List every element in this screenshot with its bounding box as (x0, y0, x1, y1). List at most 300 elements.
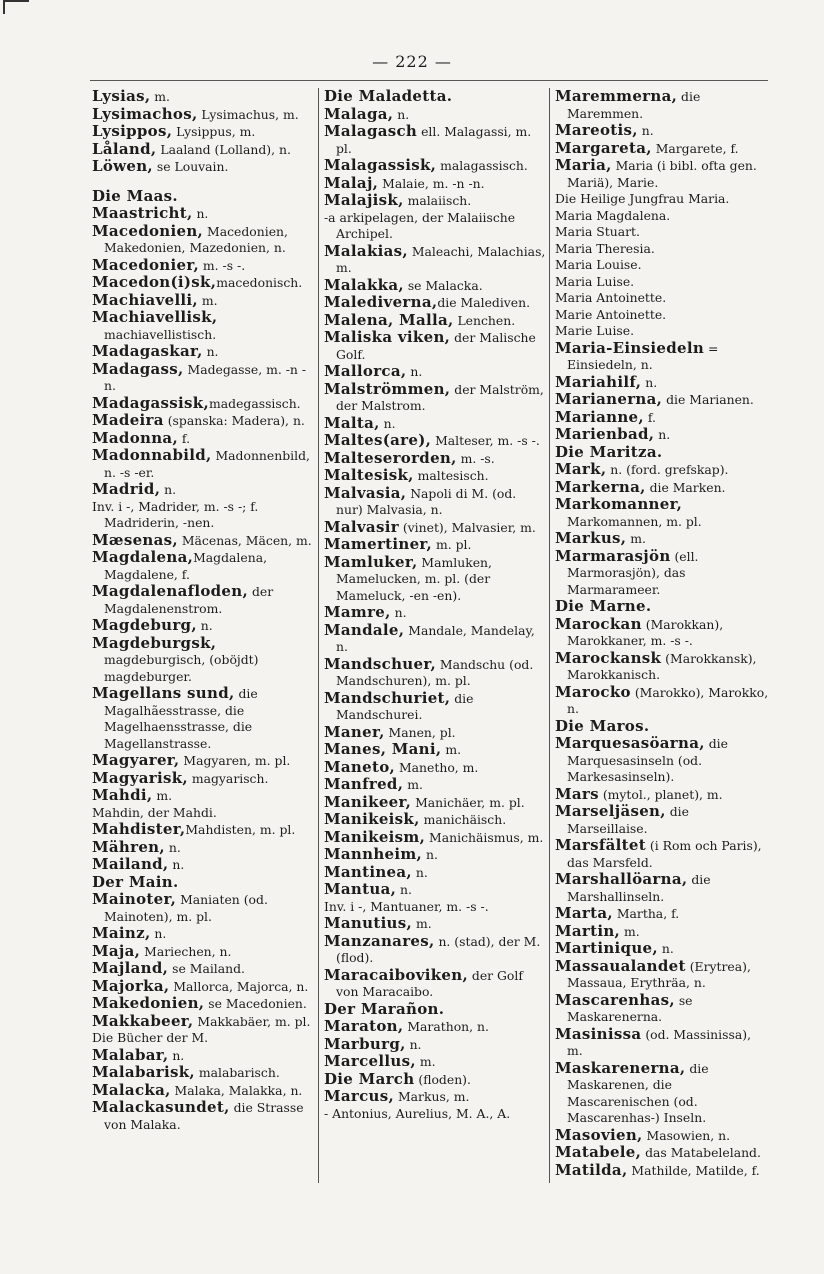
dictionary-entry (555, 992, 769, 1026)
entry-headword: Madonna, (92, 428, 178, 447)
entry-definition: (spanska: Madera), n. (163, 413, 305, 428)
entry-definition: Mathilde, Matilde, f. (627, 1162, 760, 1178)
dictionary-entry (92, 635, 314, 686)
entry-text: Marie Luise. (555, 323, 635, 338)
entry-definition: manichäisch. (419, 812, 507, 827)
entry-headword: Maria-Einsiedeln (555, 338, 705, 357)
entry-definition: ell. Malagassi, m. pl. (336, 124, 532, 156)
entry-headword: Mareotis, (555, 121, 638, 139)
entry-headword: Mannheim, (324, 845, 423, 863)
entry-text: Maria Louise. (555, 257, 642, 272)
dictionary-entry (92, 141, 314, 159)
entry-definition: m. -s -. (198, 257, 246, 273)
entry-definition: Macedonien, Makedonien, Mazedonien, n. (104, 223, 288, 255)
entry-headword: Mamertiner, (324, 535, 433, 553)
entry-definition: n. (637, 123, 654, 138)
entry-headword: Massaualandet (555, 956, 686, 975)
entry-text: Maria Stuart. (555, 224, 640, 239)
entry-headword: Matilda, (555, 1160, 628, 1179)
entry-definition: die Magalhãesstrasse, die Magelhaensstrasse, die Magellanstrasse. (104, 686, 258, 751)
dictionary-entry (92, 891, 314, 925)
entry-definition: macedonisch. (216, 275, 303, 290)
entry-definition: n. (396, 882, 412, 897)
entry-definition: n. (422, 847, 438, 862)
entry-definition: m. (415, 1054, 436, 1069)
dictionary-entry (92, 549, 314, 583)
dictionary-entry (92, 960, 314, 978)
entry-definition: das Matabeleland. (641, 1145, 761, 1160)
entry-definition: Makkabäer, m. pl. (193, 1013, 311, 1029)
entry-text: Maria Theresia. (555, 240, 655, 256)
entry-headword: Marcellus, (324, 1052, 416, 1070)
entry-headword: Malagasch (324, 122, 418, 140)
entry-definition: Madonnenbild, n. -s -er. (104, 448, 310, 480)
entry-definition: m. pl. (432, 537, 472, 552)
entry-definition: (i Rom och Paris), das Marsfeld. (567, 838, 762, 870)
entry-headword: Markerna, (555, 477, 646, 496)
entry-headword: Madagaskar, (92, 342, 203, 360)
dictionary-entry (92, 685, 314, 752)
entry-definition: n. (657, 941, 674, 956)
entry-definition: Markus, m. (394, 1089, 470, 1104)
dictionary-entry (555, 340, 769, 374)
entry-headword: Lysias, (92, 87, 151, 105)
dictionary-entry (324, 794, 546, 812)
entry-headword: Manikeisk, (324, 810, 420, 828)
entry-headword: Madonnabild, (92, 446, 212, 464)
entry-headword: Magyarisk, (92, 768, 188, 787)
entry-definition: Maniaten (od. Mainoten), m. pl. (104, 892, 268, 924)
entry-headword: Malta, (324, 413, 380, 432)
entry-definition: m. (150, 89, 170, 104)
dictionary-entry (324, 519, 546, 537)
dictionary-entry (555, 650, 769, 684)
dictionary-entry (555, 426, 769, 444)
entry-headword: Machiavellisk, (92, 308, 218, 326)
entry-headword: Mars (555, 784, 599, 803)
dictionary-entry (324, 329, 546, 363)
entry-definition: Masowien, n. (642, 1127, 731, 1143)
dictionary-entry (92, 257, 314, 275)
entry-definition: die Marshallinseln. (567, 872, 711, 904)
dictionary-entry (92, 821, 314, 839)
dictionary-entry (555, 958, 769, 992)
entry-definition: se Malacka. (403, 277, 483, 293)
entry-definition: n. (168, 857, 185, 872)
dictionary-entry (92, 978, 314, 996)
entry-subline (555, 323, 769, 340)
entry-definition: m. (152, 788, 173, 803)
entry-headword: Malackasundet, (92, 1098, 230, 1116)
dictionary-entry (92, 874, 314, 892)
dictionary-entry (324, 554, 546, 605)
dictionary-entry (555, 905, 769, 923)
entry-headword: Malvasia, (324, 483, 407, 502)
column-divider (318, 88, 319, 1183)
entry-headword: Mahdi, (92, 786, 153, 804)
entry-headword: Mamre, (324, 603, 391, 621)
dictionary-entry (324, 776, 546, 794)
dictionary-entry (92, 188, 314, 206)
entry-definition: n. (406, 364, 423, 379)
entry-definition: Marathon, n. (403, 1019, 489, 1034)
entry-headword: Marianne, (555, 407, 644, 426)
dictionary-entry (324, 967, 546, 1001)
dictionary-entry (555, 616, 769, 650)
entry-headword: Magellans sund, (92, 684, 235, 702)
entry-headword: Magdeburg, (92, 616, 197, 634)
entry-text: Die Bücher der M. (92, 1030, 209, 1045)
entry-headword: Marianerna, (555, 390, 663, 408)
entry-text: Mahdin, der Mahdi. (92, 804, 217, 820)
dictionary-entry (324, 811, 546, 829)
entry-headword: Mascarenhas, (555, 990, 675, 1009)
entry-headword: Martinique, (555, 939, 658, 957)
entry-definition: Mahdisten, m. pl. (185, 822, 296, 837)
entry-text: Maria Magdalena. (555, 207, 671, 223)
entry-definition: n. (390, 605, 407, 620)
entry-subline (555, 241, 769, 258)
dictionary-entry (324, 881, 546, 899)
entry-headword: Der Main. (92, 872, 179, 891)
dictionary-entry (324, 381, 546, 415)
entry-headword: Macedon(i)sk, (92, 273, 217, 291)
entry-headword: Malaga, (324, 104, 394, 123)
dictionary-entry (324, 294, 546, 312)
entry-definition: n. (ford. grefskap). (606, 462, 729, 477)
entry-text: Inv. i -, Mantuaner, m. -s -. (324, 898, 489, 914)
entry-definition: Mallorca, Majorca, n. (169, 978, 309, 994)
entry-definition: Maleachi, Malachias, m. (336, 243, 546, 275)
entry-headword: Madagassisk, (92, 393, 209, 412)
entry-headword: Malteserorden, (324, 448, 457, 467)
dictionary-entry (324, 88, 546, 106)
dictionary-entry (555, 598, 769, 616)
dictionary-entry (324, 432, 546, 450)
dictionary-entry (324, 1036, 546, 1054)
entry-definition: n. (192, 206, 209, 221)
entry-definition: Manichäismus, m. (425, 829, 544, 845)
dictionary-entry (92, 787, 314, 805)
entry-subline (555, 224, 769, 241)
entry-definition: Manen, pl. (384, 724, 456, 740)
entry-headword: Maja, (92, 941, 141, 960)
entry-definition: (Erytrea), Massaua, Erythräa, n. (567, 958, 751, 990)
entry-headword: Marseljäsen, (555, 802, 666, 820)
entry-definition: Magyaren, m. pl. (179, 753, 291, 768)
dictionary-entry (324, 277, 546, 295)
dictionary-entry (555, 1026, 769, 1060)
dictionary-entry (324, 106, 546, 124)
dictionary-entry (324, 467, 546, 485)
dictionary-entry (555, 409, 769, 427)
entry-headword: Mark, (555, 460, 607, 478)
entry-definition: Mandale, Mandelay, n. (336, 622, 535, 654)
dictionary-entry (92, 1099, 314, 1133)
entry-headword: Majorka, (92, 976, 170, 995)
dictionary-entry (324, 1001, 546, 1019)
entry-definition: Manetho, m. (395, 759, 479, 775)
entry-headword: Macedonien, (92, 221, 204, 240)
entry-headword: Maskarenerna, (555, 1058, 686, 1077)
entry-definition: die Maremmen. (567, 89, 701, 121)
dictionary-entry (92, 1082, 314, 1100)
entry-headword: Mainz, (92, 924, 151, 942)
dictionary-entry (324, 656, 546, 690)
dictionary-entry (324, 450, 546, 468)
dictionary-entry (555, 1162, 769, 1180)
entry-definition: (ell. Marmorasjön), das Marmarameer. (567, 548, 699, 597)
dictionary-entry (555, 391, 769, 409)
entry-subline (324, 210, 546, 243)
entry-headword: Maremmerna, (555, 87, 678, 105)
entry-headword: Malabarisk, (92, 1063, 195, 1081)
entry-definition: n. (411, 864, 428, 880)
entry-subline (324, 1106, 546, 1123)
entry-headword: Mainoter, (92, 890, 177, 908)
entry-subline (92, 805, 314, 822)
entry-headword: Mähren, (92, 837, 165, 856)
dictionary-entry (92, 995, 314, 1013)
dictionary-entry (324, 123, 546, 157)
dictionary-entry (92, 617, 314, 635)
entry-definition: die Marianen. (662, 392, 754, 407)
entry-headword: Martin, (555, 921, 621, 940)
entry-headword: Mæsenas, (92, 530, 178, 549)
entry-headword: Maltesisk, (324, 466, 414, 484)
entry-definition: (vinet), Malvasier, m. (398, 519, 536, 535)
dictionary-entry (92, 223, 314, 257)
entry-headword: Die Maros. (555, 716, 650, 735)
dictionary-entry (324, 741, 546, 759)
entry-headword: Makkabeer, (92, 1011, 194, 1030)
entry-headword: Marockan (555, 614, 642, 633)
dictionary-entry (324, 915, 546, 933)
entry-headword: Die Maritza. (555, 442, 663, 461)
dictionary-entry (555, 88, 769, 122)
entry-definition: maltesisch. (413, 468, 489, 483)
entry-definition: (mytol., planet), m. (598, 786, 723, 802)
entry-headword: Manzanares, (324, 931, 435, 950)
entry-text: Inv. i -, Madrider, m. -s -; f. Madriderin, -nen. (92, 498, 259, 530)
entry-definition: n. (654, 427, 671, 442)
entry-definition: (od. Massinissa), m. (567, 1026, 752, 1058)
entry-definition: Lenchen. (453, 312, 516, 328)
entry-definition: n. (150, 926, 167, 941)
entry-headword: Marburg, (324, 1034, 406, 1053)
entry-definition: n. (641, 374, 658, 390)
dictionary-entry (92, 292, 314, 310)
entry-text: Marie Antoinette. (555, 306, 667, 322)
entry-definition: die Strasse von Malaka. (104, 1100, 304, 1132)
dictionary-entry (555, 803, 769, 837)
entry-headword: Der Marañon. (324, 999, 445, 1018)
entry-headword: Magdalenafloden, (92, 582, 249, 600)
entry-definition: die Maskarenen, die Mascarenischen (od. Mascarenhas-) Inseln. (567, 1060, 709, 1125)
dictionary-entry (555, 786, 769, 804)
dictionary-entry (92, 1013, 314, 1031)
entry-definition: Mariechen, n. (140, 943, 232, 959)
entry-definition: n. (379, 415, 396, 431)
entry-headword: Malediverna, (324, 293, 438, 311)
dictionary-entry (324, 604, 546, 622)
entry-headword: Malakias, (324, 241, 408, 260)
entry-definition: Malteser, m. -s -. (431, 433, 540, 448)
entry-definition: n. (202, 344, 219, 359)
entry-headword: Marshallöarna, (555, 870, 688, 888)
dictionary-entry (555, 837, 769, 871)
entry-headword: Mamluker, (324, 552, 418, 571)
entry-subline (555, 274, 769, 291)
entry-headword: Maraton, (324, 1017, 404, 1035)
entry-headword: Manikeism, (324, 827, 426, 846)
dictionary-entry (555, 157, 769, 191)
entry-definition: n. (160, 482, 177, 497)
dictionary-entry (555, 684, 769, 718)
entry-definition: Madegasse, m. -n -n. (104, 361, 307, 393)
entry-headword: Machiavelli, (92, 290, 198, 309)
dictionary-entry (92, 88, 314, 106)
entry-definition: se Maskarenerna. (567, 992, 693, 1024)
entry-definition: der Magdalenenstrom. (104, 584, 274, 616)
entry-headword: Masinissa (555, 1024, 642, 1043)
dictionary-entry (324, 192, 546, 210)
entry-subline (555, 290, 769, 307)
dictionary-entry (324, 724, 546, 742)
entry-headword: Mallorca, (324, 362, 407, 380)
entry-headword: Macedonier, (92, 255, 199, 274)
dictionary-entry (92, 430, 314, 448)
dictionary-entry (92, 309, 314, 343)
entry-definition: = Einsiedeln, n. (567, 340, 719, 372)
dictionary-entry (324, 1018, 546, 1036)
entry-definition: machiavellistisch. (104, 326, 217, 342)
entry-headword: Maria, (555, 156, 612, 174)
dictionary-entry (555, 718, 769, 736)
dictionary-entry (555, 1060, 769, 1127)
dictionary-entry (324, 485, 546, 519)
entry-headword: Masovien, (555, 1125, 643, 1144)
entry-headword: Marquesasöarna, (555, 734, 705, 752)
entry-definition: Mamluken, Mamelucken, m. pl. (der Mameluck, -en -en). (336, 554, 492, 603)
entry-subline (555, 191, 769, 208)
entry-definition: Laaland (Lolland), n. (156, 141, 291, 157)
entry-definition: se Mailand. (168, 961, 245, 976)
entry-definition: m. (403, 777, 423, 792)
entry-headword: Maliska viken, (324, 328, 451, 346)
entry-headword: Manfred, (324, 775, 404, 793)
entry-headword: Maastricht, (92, 204, 193, 222)
entry-headword: Mailand, (92, 855, 169, 873)
entry-text: Maria Luise. (555, 273, 635, 289)
corner-crop-mark (3, 0, 29, 14)
entry-headword: Markomanner, (555, 495, 683, 513)
entry-definition: malaiisch. (403, 193, 472, 208)
dictionary-entry (92, 839, 314, 857)
dictionary-entry (92, 361, 314, 395)
entry-definition: der Malische Golf. (336, 330, 536, 362)
entry-definition: Manichäer, m. pl. (411, 794, 525, 810)
entry-headword: Malajisk, (324, 191, 404, 209)
entry-definition: Malaie, m. -n -n. (378, 175, 485, 191)
entry-headword: Die Marne. (555, 597, 652, 615)
dictionary-entry (92, 770, 314, 788)
entry-definition: Margarete, f. (651, 140, 739, 156)
entry-definition: se Macedonien. (204, 996, 307, 1011)
entry-definition: malagassisch. (436, 158, 528, 173)
dictionary-entry (555, 735, 769, 786)
entry-headword: Matabele, (555, 1143, 642, 1161)
entry-definition: n. (393, 106, 410, 122)
entry-subline (555, 307, 769, 324)
entry-definition: se Louvain. (152, 159, 229, 174)
dictionary-entry (324, 1088, 546, 1106)
entry-definition: f. (177, 430, 191, 446)
entry-definition: malabarisch. (194, 1065, 280, 1080)
entry-definition: Lysimachus, m. (197, 106, 299, 122)
column-1 (92, 88, 314, 1133)
entry-headword: Malena, Malla, (324, 310, 454, 329)
dictionary-entry (92, 1047, 314, 1065)
entry-headword: Marcus, (324, 1087, 395, 1105)
dictionary-entry (555, 940, 769, 958)
dictionary-entry (92, 447, 314, 481)
entry-definition: Napoli di M. (od. nur) Malvasia, n. (336, 485, 517, 517)
entry-headword: Maltes(are), (324, 431, 432, 449)
entry-definition: der Malström, der Malstrom. (336, 381, 544, 413)
dictionary-entry (555, 496, 769, 530)
entry-text: Die Heilige Jungfrau Maria. (555, 191, 730, 206)
entry-headword: Malakka, (324, 275, 404, 294)
entry-headword: Magdalena, (92, 548, 194, 566)
entry-headword: Margareta, (555, 138, 652, 157)
entry-headword: Malabar, (92, 1045, 169, 1064)
dictionary-entry (324, 622, 546, 656)
entry-definition: der Golf von Maracaibo. (336, 967, 523, 999)
dictionary-entry (555, 122, 769, 140)
entry-definition: Markomannen, m. pl. (567, 513, 702, 529)
dictionary-entry (324, 536, 546, 554)
entry-headword: Malacka, (92, 1080, 171, 1099)
entry-definition: die Marken. (645, 479, 726, 495)
entry-headword: Madagass, (92, 359, 184, 378)
entry-definition: n. (stad), der M. (flod). (336, 933, 541, 965)
entry-definition: m. (626, 531, 646, 546)
dictionary-entry (555, 140, 769, 158)
entry-headword: Mandschuriet, (324, 688, 451, 707)
dictionary-entry (92, 274, 314, 292)
entry-text: Maria Antoinette. (555, 290, 667, 305)
dictionary-entry (555, 444, 769, 462)
entry-headword: Mariahilf, (555, 372, 642, 391)
entry-headword: Magyarer, (92, 751, 180, 769)
entry-definition: m. (620, 923, 640, 939)
entry-headword: Malaj, (324, 173, 379, 192)
entry-headword: Marsfältet (555, 836, 646, 854)
entry-definition: (floden). (414, 1071, 471, 1087)
entry-definition: m. (441, 742, 462, 757)
dictionary-entry (92, 856, 314, 874)
column-2 (324, 88, 546, 1122)
dictionary-entry (555, 530, 769, 548)
entry-definition: (Marokkan), Marokkaner, m. -s -. (567, 616, 724, 648)
entry-headword: Die March (324, 1069, 415, 1088)
entry-headword: Mandale, (324, 620, 405, 639)
entry-headword: Majland, (92, 959, 169, 977)
dictionary-entry (324, 829, 546, 847)
dictionary-entry (555, 923, 769, 941)
entry-definition: (Marokkansk), Marokkanisch. (567, 650, 757, 682)
